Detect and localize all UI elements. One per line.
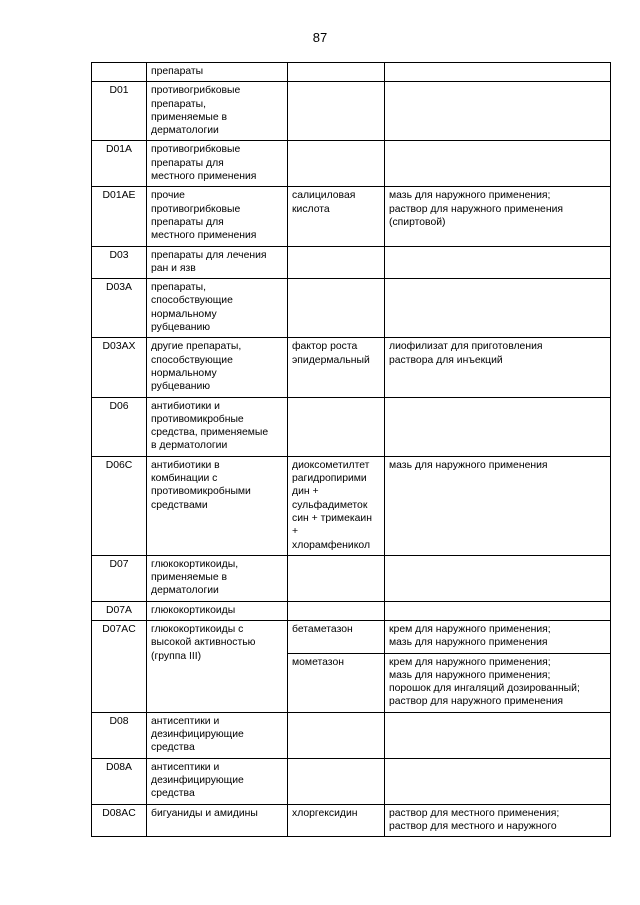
drug-name-line: кислота <box>292 203 330 215</box>
drug-name-cell <box>288 141 385 187</box>
dosage-form-line: лиофилизат для приготовления <box>389 341 543 353</box>
page-number: 87 <box>312 30 328 45</box>
group-name-line: дерматологии <box>151 585 219 597</box>
group-name-cell <box>147 712 288 758</box>
dosage-form-cell <box>385 187 611 246</box>
dosage-form-cell <box>385 338 611 397</box>
dosage-form-cell <box>385 246 611 279</box>
dosage-form-cell <box>385 601 611 620</box>
dosage-form-cell <box>385 555 611 601</box>
group-name-line: дезинфицирующие <box>151 729 244 741</box>
table-row <box>92 712 611 758</box>
group-name-cell <box>147 63 288 82</box>
dosage-form-line: мазь для наружного применения <box>389 459 548 471</box>
atc-code-cell: D08A <box>92 758 147 804</box>
atc-code-cell: D03A <box>92 279 147 338</box>
drug-name-cell <box>288 279 385 338</box>
atc-code-cell: D06C <box>92 456 147 555</box>
group-name-line: антибиотики в <box>151 459 220 471</box>
table-row <box>92 246 611 279</box>
group-name-cell <box>147 279 288 338</box>
drug-name-line: син + тримекаин <box>292 512 372 524</box>
group-name-line: препараты для лечения <box>151 249 267 261</box>
table-row <box>92 620 611 653</box>
group-name-line: нормальному <box>151 367 217 379</box>
group-name-line: средства <box>151 742 195 754</box>
group-name-cell <box>147 758 288 804</box>
dosage-form-cell <box>385 653 611 712</box>
dosage-form-cell <box>385 804 611 837</box>
group-name-line: препараты для <box>151 157 224 169</box>
dosage-form-cell <box>385 82 611 141</box>
group-name-line: препараты для <box>151 216 224 228</box>
group-name-cell <box>147 338 288 397</box>
dosage-form-line: раствор для местного применения; <box>389 807 560 819</box>
drug-name-cell <box>288 397 385 456</box>
group-name-line: глюкокортикоиды с <box>151 623 244 635</box>
atc-code-cell: D01AE <box>92 187 147 246</box>
group-name-line: антибиотики и <box>151 400 220 412</box>
drug-name-cell <box>288 63 385 82</box>
drug-name-cell <box>288 804 385 837</box>
dosage-form-line: крем для наружного применения; <box>389 656 551 668</box>
table-row <box>92 456 611 555</box>
group-name-line: (группа III) <box>151 650 202 662</box>
group-name-cell <box>147 555 288 601</box>
group-name-line: противогрибковые <box>151 85 241 97</box>
table-row <box>92 187 611 246</box>
group-name-line: высокой активностью <box>151 637 256 649</box>
atc-code-cell: D07 <box>92 555 147 601</box>
atc-code-cell: D07AC <box>92 620 147 712</box>
atc-code-cell: D03 <box>92 246 147 279</box>
drug-name-cell <box>288 758 385 804</box>
group-name-cell <box>147 397 288 456</box>
table-row <box>92 279 611 338</box>
drug-name-cell <box>288 187 385 246</box>
drug-name-cell <box>288 338 385 397</box>
drug-name-line: диоксометилтет <box>292 459 370 471</box>
atc-code-cell: D01A <box>92 141 147 187</box>
drug-name-line: дин + <box>292 486 319 498</box>
dosage-form-line: мазь для наружного применения; <box>389 669 551 681</box>
drug-name-line: хлоргексидин <box>292 807 358 819</box>
dosage-form-line: крем для наружного применения; <box>389 623 551 635</box>
dosage-form-cell <box>385 397 611 456</box>
group-name-line: рубцеванию <box>151 381 211 393</box>
group-name-cell <box>147 601 288 620</box>
drug-name-cell <box>288 82 385 141</box>
table-row <box>92 601 611 620</box>
drug-name-line: сульфадиметок <box>292 499 368 511</box>
group-name-cell <box>147 620 288 712</box>
dosage-form-line: мазь для наружного применения; <box>389 190 551 202</box>
group-name-line: способствующие <box>151 354 233 366</box>
drug-name-line: салициловая <box>292 190 356 202</box>
dosage-form-line: мазь для наружного применения <box>389 637 548 649</box>
group-name-line: глюкокортикоиды, <box>151 558 239 570</box>
group-name-line: антисептики и <box>151 761 220 773</box>
group-name-line: прочие <box>151 190 185 202</box>
group-name-line: глюкокортикоиды <box>151 604 236 616</box>
group-name-line: препараты, <box>151 98 207 110</box>
atc-code-cell: D06 <box>92 397 147 456</box>
drug-name-cell <box>288 712 385 758</box>
group-name-line: противомикробные <box>151 413 244 425</box>
drug-name-line: рагидропирими <box>292 473 367 485</box>
group-name-line: рубцеванию <box>151 322 211 334</box>
group-name-line: ран и язв <box>151 262 196 274</box>
drug-name-cell <box>288 246 385 279</box>
group-name-line: дерматологии <box>151 125 219 137</box>
drug-name-cell <box>288 456 385 555</box>
group-name-line: применяемые в <box>151 572 228 584</box>
dosage-form-cell <box>385 456 611 555</box>
group-name-cell <box>147 141 288 187</box>
atc-drug-table <box>91 62 611 837</box>
group-name-line: другие препараты, <box>151 341 242 353</box>
group-name-line: противогрибковые <box>151 203 241 215</box>
atc-code-cell: D01 <box>92 82 147 141</box>
dosage-form-line: раствор для наружного применения <box>389 203 564 215</box>
group-name-line: средствами <box>151 499 208 511</box>
drug-name-line: мометазон <box>292 656 344 668</box>
table-row <box>92 397 611 456</box>
dosage-form-line: раствора для инъекций <box>389 354 503 366</box>
table-row <box>92 555 611 601</box>
dosage-form-cell <box>385 758 611 804</box>
group-name-line: нормальному <box>151 308 217 320</box>
group-name-cell <box>147 187 288 246</box>
table-row <box>92 758 611 804</box>
group-name-line: антисептики и <box>151 715 220 727</box>
group-name-cell <box>147 246 288 279</box>
atc-code-cell: D07A <box>92 601 147 620</box>
dosage-form-line: порошок для ингаляций дозированный; <box>389 683 580 695</box>
dosage-form-line: (спиртовой) <box>389 216 446 228</box>
group-name-line: в дерматологии <box>151 440 228 452</box>
atc-code-cell: D08AC <box>92 804 147 837</box>
table-row <box>92 141 611 187</box>
group-name-line: способствующие <box>151 295 233 307</box>
group-name-line: применяемые в <box>151 111 228 123</box>
drug-name-cell <box>288 620 385 653</box>
group-name-line: бигуаниды и амидины <box>151 807 258 819</box>
dosage-form-cell <box>385 63 611 82</box>
group-name-line: препараты, <box>151 282 207 294</box>
drug-name-cell <box>288 601 385 620</box>
group-name-cell <box>147 804 288 837</box>
dosage-form-cell <box>385 279 611 338</box>
drug-name-line: бетаметазон <box>292 623 353 635</box>
table-row <box>92 804 611 837</box>
table-row <box>92 63 611 82</box>
group-name-line: средства, применяемые <box>151 427 269 439</box>
atc-code-cell: D08 <box>92 712 147 758</box>
drug-name-line: хлорамфеникол <box>292 539 371 551</box>
drug-name-line: фактор роста <box>292 341 358 353</box>
table-row <box>92 338 611 397</box>
atc-code-cell <box>92 63 147 82</box>
atc-code-cell: D03AX <box>92 338 147 397</box>
dosage-form-line: раствор для местного и наружного <box>389 820 557 832</box>
group-name-line: противомикробными <box>151 486 251 498</box>
group-name-line: комбинации с <box>151 473 218 485</box>
table-row <box>92 82 611 141</box>
drug-name-cell <box>288 555 385 601</box>
group-name-line: противогрибковые <box>151 144 241 156</box>
group-name-cell <box>147 456 288 555</box>
group-name-cell <box>147 82 288 141</box>
dosage-form-cell <box>385 141 611 187</box>
group-name-line: препараты <box>151 66 204 77</box>
group-name-line: средства <box>151 788 195 800</box>
dosage-form-cell <box>385 712 611 758</box>
drug-name-line: эпидермальный <box>292 354 370 366</box>
group-name-line: дезинфицирующие <box>151 774 244 786</box>
drug-name-cell <box>288 653 385 712</box>
dosage-form-cell <box>385 620 611 653</box>
dosage-form-line: раствор для наружного применения <box>389 696 564 708</box>
drug-name-line: + <box>292 526 299 538</box>
group-name-line: местного применения <box>151 171 257 183</box>
group-name-line: местного применения <box>151 230 257 242</box>
